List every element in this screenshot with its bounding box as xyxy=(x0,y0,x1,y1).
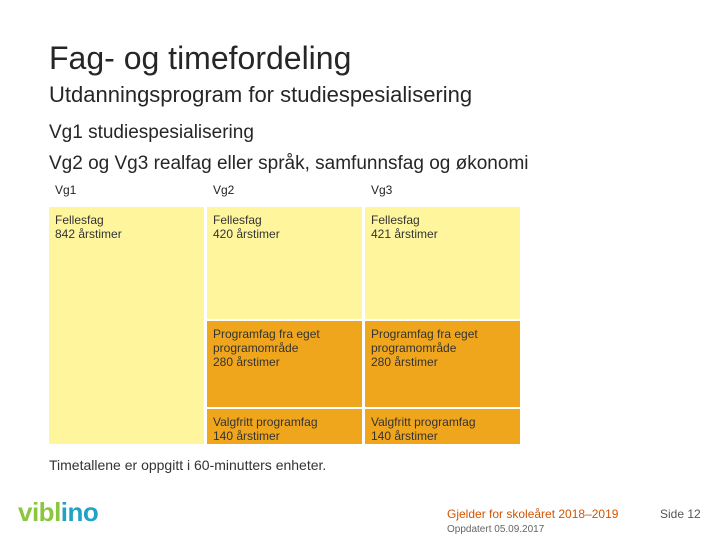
cell-label: Fellesfag xyxy=(371,213,420,227)
school-year-note: Gjelder for skoleåret 2018–2019 xyxy=(447,507,619,521)
vg2-programfag-cell xyxy=(207,321,362,407)
column-header-vg1: Vg1 xyxy=(55,183,77,197)
logo-part-1: vibl xyxy=(18,497,61,527)
cell-label: Fellesfag xyxy=(213,213,262,227)
logo-part-3: no xyxy=(67,497,99,527)
viblino-logo xyxy=(18,497,98,528)
cell-hours: 140 årstimer xyxy=(371,429,438,443)
vg3-fellesfag-cell xyxy=(365,207,520,319)
cell-hours: 280 årstimer xyxy=(371,355,438,369)
cell-hours: 420 årstimer xyxy=(213,227,280,241)
cell-label: Valgfritt programfag xyxy=(213,415,318,429)
vg1-fellesfag-cell xyxy=(49,207,204,444)
cell-label: Fellesfag xyxy=(55,213,104,227)
page-number: Side 12 xyxy=(660,507,701,521)
updated-date: Oppdatert 05.09.2017 xyxy=(447,524,545,535)
vg3-valgfritt-cell xyxy=(365,409,520,444)
bullet-line-2: Vg2 og Vg3 realfag eller språk, samfunnsfag og økonomi xyxy=(49,153,529,174)
cell-label-line1: Programfag fra eget xyxy=(213,327,320,341)
vg2-valgfritt-cell xyxy=(207,409,362,444)
logo-part-2: i xyxy=(60,497,68,527)
slide-title: Fag- og timefordeling xyxy=(49,40,352,76)
vg2-fellesfag-cell xyxy=(207,207,362,319)
slide-subtitle: Utdanningsprogram for studiespesialisering xyxy=(49,82,473,107)
cell-hours: 421 årstimer xyxy=(371,227,438,241)
cell-label-line2: programområde xyxy=(213,341,299,355)
column-header-vg2: Vg2 xyxy=(213,183,235,197)
cell-label-line1: Programfag fra eget xyxy=(371,327,478,341)
cell-label: Valgfritt programfag xyxy=(371,415,476,429)
footnote: Timetallene er oppgitt i 60-minutters enheter. xyxy=(49,457,327,473)
cell-label-line2: programområde xyxy=(371,341,457,355)
column-header-vg3: Vg3 xyxy=(371,183,393,197)
bullet-line-1: Vg1 studiespesialisering xyxy=(49,122,254,143)
vg3-programfag-cell xyxy=(365,321,520,407)
cell-hours: 140 årstimer xyxy=(213,429,280,443)
cell-hours: 842 årstimer xyxy=(55,227,122,241)
cell-hours: 280 årstimer xyxy=(213,355,280,369)
